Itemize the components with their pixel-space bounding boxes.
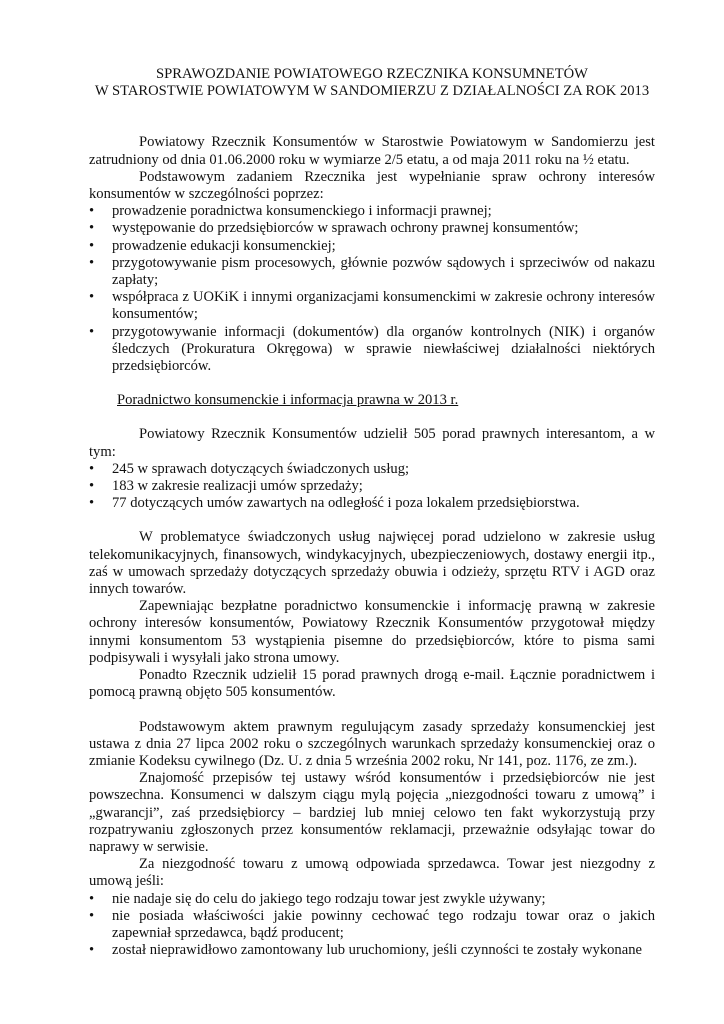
legal-act-paragraph: Podstawowym aktem prawnym regulującym zasady sprzedaży konsumenckiej jest ustawa z dnia 27 lipca 2002 roku o szczególnych warunkach sprzedaży konsumenckiej oraz o zmianie Kodeksu cywilnego (Dz. U. z dnia 5 września 2002 roku, Nr 141, poz. 1176, ze zm.). (89, 718, 655, 769)
list-item: • nie nadaje się do celu do jakiego tego rodzaju towar jest zwykle używany; (89, 890, 546, 907)
bullet-icon: • (89, 495, 95, 512)
list-item: • prowadzenie edukacji konsumenckiej; (89, 237, 336, 254)
list-item: • nie posiada właściwości jakie powinny cechować tego rodzaju towar oraz o jakich zapewniał sprzedawca, bądź producent; (89, 907, 655, 941)
bullet-icon: • (89, 254, 95, 271)
list-item: • 245 w sprawach dotyczących świadczonych usług; (89, 460, 410, 477)
bullet-icon: • (89, 203, 95, 220)
list-item: • 183 w zakresie realizacji umów sprzedaży; (89, 478, 363, 495)
bullet-icon: • (89, 460, 95, 477)
advice-intro-paragraph: Powiatowy Rzecznik Konsumentów udzielił 505 porad prawnych interesantom, a w tym: (89, 426, 655, 460)
list-item: • występowanie do przedsiębiorców w sprawach ochrony prawnej konsumentów; (89, 220, 579, 237)
awareness-paragraph: Znajomość przepisów tej ustawy wśród konsumentów i przedsiębiorców nie jest powszechna. Konsumenci w dalszym ciągu mylą pojęcia „niezgodności towaru z umową” i „gwarancji”, zaś przedsiębiorcy – bardziej lub mniej celowo ten fakt wykorzystują przy rozpatrywaniu zgłoszonych przez konsumentów reklamacji, przeważnie odsyłając towar do naprawy w serwisie. (89, 770, 655, 855)
bullet-icon: • (89, 323, 95, 340)
advice-stats-list (89, 461, 655, 513)
seller-liability-paragraph: Za niezgodność towaru z umową odpowiada sprzedawca. Towar jest niezgodny z umową jeśli: (89, 856, 655, 890)
title-line-2: W STAROSTWIE POWIATOWYM W SANDOMIERZU Z DZIAŁALNOŚCI ZA ROK 2013 (94, 83, 650, 100)
free-advice-paragraph: Zapewniając bezpłatne poradnictwo konsumenckie i informację prawną w zakresie ochrony interesów konsumentów, Powiatowy Rzecznik Konsumentów przygotował między innymi konsumentom 53 wystąpienia pisemne do przedsiębiorców, które to pisma sami podpisywali i wysyłali jako strona umowy. (89, 598, 655, 666)
list-item: • współpraca z UOKiK i innymi organizacjami konsumenckimi w zakresie ochrony interesów konsumentów; (89, 289, 655, 323)
email-advice-paragraph: Ponadto Rzecznik udzielił 15 porad prawnych drogą e-mail. Łącznie poradnictwem i pomocą prawną objęto 505 konsumentów. (89, 667, 655, 701)
bullet-icon: • (89, 478, 95, 495)
bullet-icon: • (89, 907, 95, 924)
tasks-list (89, 203, 655, 375)
document-title (89, 66, 655, 100)
list-item: • został nieprawidłowo zamontowany lub uruchomiony, jeśli czynności te zostały wykonane (89, 942, 642, 959)
bullet-icon: • (89, 890, 95, 907)
nonconformity-list (89, 891, 655, 960)
section-heading: Poradnictwo konsumenckie i informacja prawna w 2013 r. (117, 392, 459, 409)
title-line-1: SPRAWOZDANIE POWIATOWEGO RZECZNIKA KONSUMNETÓW (156, 66, 588, 82)
bullet-icon: • (89, 237, 95, 254)
list-item: • przygotowywanie pism procesowych, głównie pozwów sądowych i sprzeciwów od nakazu zapłaty; (89, 254, 655, 289)
tasks-intro-paragraph: Podstawowym zadaniem Rzecznika jest wypełnianie spraw ochrony interesów konsumentów w szczególności poprzez: (89, 168, 655, 203)
list-item: • prowadzenie poradnictwa konsumenckiego i informacji prawnej; (89, 203, 492, 220)
list-item: • 77 dotyczących umów zawartych na odległość i poza lokalem przedsiębiorstwa. (89, 495, 580, 512)
services-paragraph: W problematyce świadczonych usług najwięcej porad udzielono w zakresie usług telekomunikacyjnych, finansowych, windykacyjnych, ubezpieczeniowych, dostawy energii itp., zaś w umowach sprzedaży dotyczących sprzedaży obuwia i odzieży, sprzętu RTV i AGD oraz innych towarów. (89, 529, 655, 598)
bullet-icon: • (89, 220, 95, 237)
bullet-icon: • (89, 289, 95, 306)
bullet-icon: • (89, 942, 95, 959)
intro-paragraph: Powiatowy Rzecznik Konsumentów w Starostwie Powiatowym w Sandomierzu jest zatrudniony od dnia 01.06.2000 roku w wymiarze 2/5 etatu, a od maja 2011 roku na ½ etatu. (89, 134, 655, 168)
list-item: • przygotowywanie informacji (dokumentów) dla organów kontrolnych (NIK) i organów śledczych (Prokuratura Okręgowa) w sprawie niewłaściwej działalności niektórych przedsiębiorców. (89, 323, 655, 375)
